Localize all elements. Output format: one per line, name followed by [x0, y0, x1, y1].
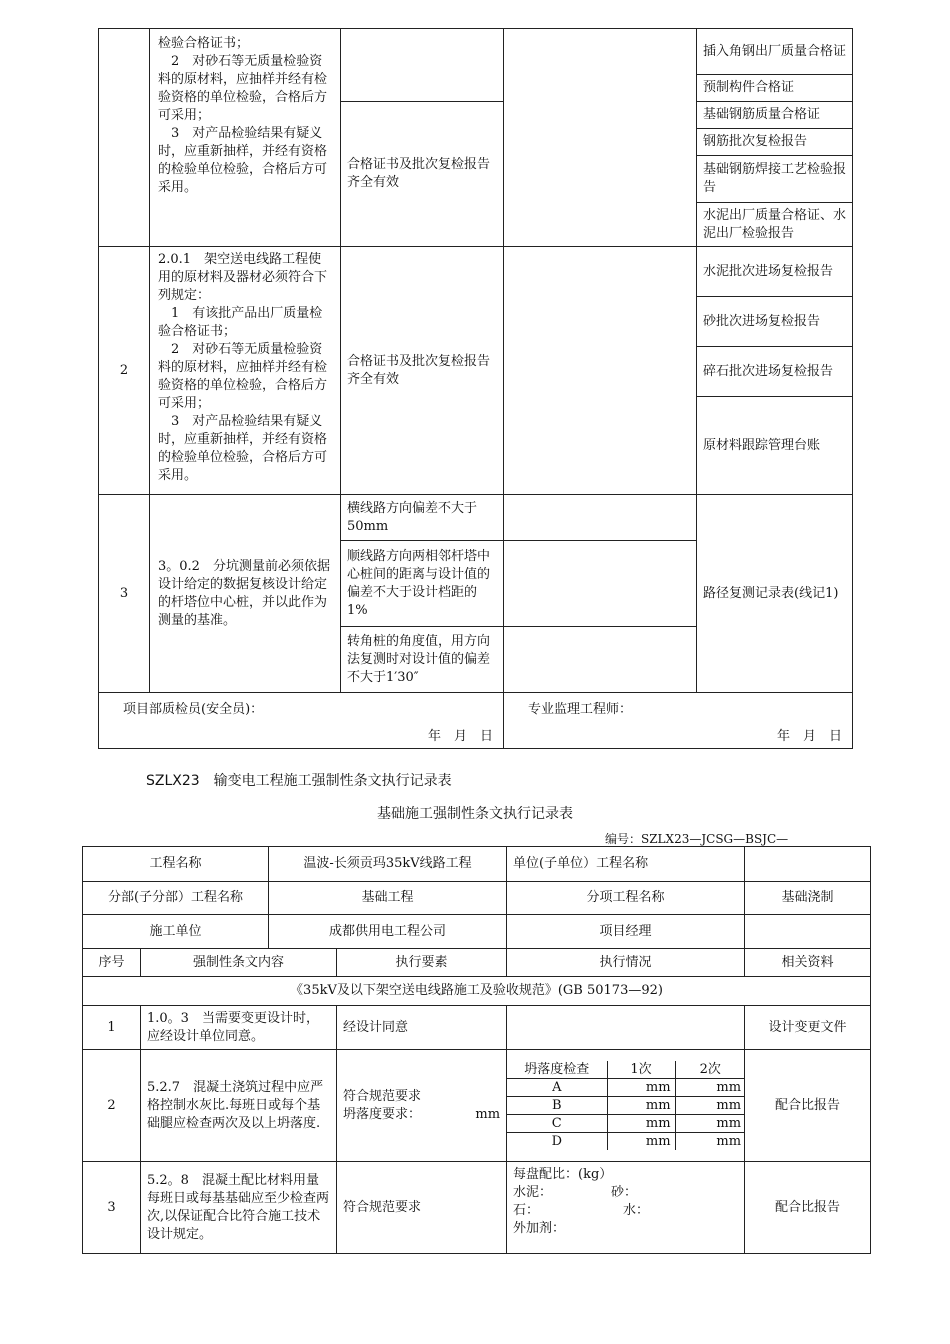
manager-label: 项目经理: [507, 915, 745, 949]
b-row2-slump-label: 坍落度要求：: [343, 1106, 422, 1122]
header-no: 序号: [83, 949, 141, 977]
cont-doc: 预制构件合格证: [697, 75, 853, 102]
row3-doc: 路径复测记录表(线记1): [697, 495, 853, 693]
sign-right-label: 专业监理工程师：: [528, 702, 633, 717]
cont-requirement: 合格证书及批次复检报告齐全有效: [341, 102, 504, 247]
b-row1-status: [507, 1006, 745, 1050]
b-row2-clause: 5.2.7 混凝土浇筑过程中应严格控制水灰比.每班日或每个基础腿应检查两次及以上坍落度.: [141, 1050, 337, 1162]
slump-value: mm: [607, 1115, 675, 1133]
record-series-title: SZLX23 输变电工程施工强制性条文执行记录表: [146, 773, 452, 789]
b-row1-element: 经设计同意: [337, 1006, 507, 1050]
mix-stone: 石：: [513, 1203, 540, 1218]
page-title: 基础施工强制性条文执行记录表: [377, 806, 573, 822]
cont-req-empty: [341, 29, 504, 102]
b-row3-mix: [507, 1162, 745, 1254]
header-docs: 相关资料: [745, 949, 871, 977]
mix-cement: 水泥：: [513, 1185, 553, 1200]
b-row1-no: 1: [83, 1006, 141, 1050]
row2-no: 2: [99, 247, 150, 495]
b-row2-no: 2: [83, 1050, 141, 1162]
document-number: 编号：SZLX23—JCSG—BSJC—: [605, 832, 789, 846]
standard-name: 《35kV及以下架空送电线路施工及验收规范》(GB 50173—92): [83, 977, 871, 1006]
slump-point: A: [507, 1079, 607, 1097]
unit-project-value: [745, 847, 871, 882]
b-row3-clause: 5.2。8 混凝土配比材料用量每班日或每基基础应至少检查两次,以保证配合比符合施工技术设计规定。: [141, 1162, 337, 1254]
row2-doc: 碎石批次进场复检报告: [697, 347, 853, 397]
mix-line-1: [513, 1184, 738, 1202]
top-record-table: [98, 28, 853, 749]
slump-header: 坍落度检查: [507, 1061, 607, 1079]
mix-admixture: 外加剂：: [513, 1221, 566, 1236]
row3-requirement: 横线路方向偏差不大于50mm: [341, 495, 504, 541]
division-label: 分部(子分部）工程名称: [83, 882, 269, 915]
cont-doc: 水泥出厂质量合格证、水泥出厂检验报告: [697, 203, 853, 247]
unit-project-label: 单位(子单位）工程名称: [507, 847, 745, 882]
cont-no-cell: [99, 29, 150, 247]
row2-requirement: 合格证书及批次复检报告齐全有效: [341, 247, 504, 495]
contractor-value: 成都供用电工程公司: [269, 915, 507, 949]
header-element: 执行要素: [337, 949, 507, 977]
row2-clause: 2.0.1 架空送电线路工程使用的原材料及器材必须符合下列规定： 1 有该批产品出厂质量检验合格证书； 2 对砂石等无质量检验资料的原材料，应抽样并经有检验资格的单位检验，合格后方可采用； 3 对产品检验结果有疑义时，应重新抽样，并经有资格的检验单位检验，合格后方可采用。: [150, 247, 341, 495]
b-row1-doc: 设计变更文件: [745, 1006, 871, 1050]
sign-left-label: 项目部质检员(安全员)：: [123, 702, 264, 717]
row3-no: 3: [99, 495, 150, 693]
slump-value: mm: [675, 1115, 745, 1133]
b-row1-clause: 1.0。3 当需要变更设计时，应经设计单位同意。: [141, 1006, 337, 1050]
row2-doc: 原材料跟踪管理台账: [697, 397, 853, 495]
b-row3-element: 符合规范要求: [337, 1162, 507, 1254]
b-row2-element: [337, 1050, 507, 1162]
manager-value: [745, 915, 871, 949]
slump-value: mm: [675, 1079, 745, 1097]
b-row3-doc: 配合比报告: [745, 1162, 871, 1254]
sign-left-cell: [99, 693, 504, 749]
row3-status: [504, 627, 697, 693]
cont-clause-line: 检验合格证书；: [158, 36, 250, 51]
contractor-label: 施工单位: [83, 915, 269, 949]
b-row3-no: 3: [83, 1162, 141, 1254]
cont-status-cell: [504, 29, 697, 247]
row2-status: [504, 247, 697, 495]
project-value: 温波-长须贡玛35kV线路工程: [269, 847, 507, 882]
cont-clause-line: 3 对产品检验结果有疑义时，应重新抽样，并经有资格的检验单位检验，合格后方可采用。: [158, 126, 328, 195]
sign-right-date: 年 月 日: [776, 729, 842, 744]
cont-clause: [150, 29, 341, 247]
b-row2-element-req: 符合规范要求: [343, 1088, 422, 1104]
b-row2-slump-cell: [507, 1050, 745, 1162]
cont-clause-line: 2 对砂石等无质量检验资料的原材料，应抽样并经有检验资格的单位检验，合格后方可采用；: [158, 54, 328, 123]
slump-point: D: [507, 1133, 607, 1151]
row3-requirement: 顺线路方向两相邻杆塔中心桩间的距离与设计值的偏差不大于设计档距的1%: [341, 541, 504, 627]
slump-check-table: [507, 1061, 745, 1150]
slump-value: mm: [607, 1133, 675, 1151]
b-row2-doc: 配合比报告: [745, 1050, 871, 1162]
mix-title: 每盘配比：(kg）: [513, 1167, 613, 1182]
row3-status: [504, 541, 697, 627]
slump-value: mm: [675, 1097, 745, 1115]
mix-line-2: [513, 1202, 738, 1220]
mix-sand: 砂：: [611, 1185, 638, 1200]
subitem-value: 基础浇制: [745, 882, 871, 915]
foundation-record-table: [82, 846, 871, 1254]
sign-left-date: 年 月 日: [427, 729, 493, 744]
cont-doc: 基础钢筋质量合格证: [697, 102, 853, 129]
b-row2-slump-req: [343, 1106, 500, 1124]
slump-value: mm: [607, 1079, 675, 1097]
cont-doc: 插入角钢出厂质量合格证: [697, 29, 853, 75]
row3-status: [504, 495, 697, 541]
slump-value: mm: [675, 1133, 745, 1151]
row2-doc: 水泥批次进场复检报告: [697, 247, 853, 297]
header-clause: 强制性条文内容: [141, 949, 337, 977]
slump-header: 1次: [607, 1061, 675, 1079]
cont-doc: 基础钢筋焊接工艺检验报告: [697, 156, 853, 203]
slump-header: 2次: [675, 1061, 745, 1079]
sign-right-cell: [504, 693, 853, 749]
division-value: 基础工程: [269, 882, 507, 915]
row2-doc: 砂批次进场复检报告: [697, 297, 853, 347]
row3-clause: 3。0.2 分坑测量前必须依据设计给定的数据复核设计给定的杆塔位中心桩，并以此作为测量的基准。: [150, 495, 341, 693]
header-status: 执行情况: [507, 949, 745, 977]
project-label: 工程名称: [83, 847, 269, 882]
row3-requirement: 转角桩的角度值，用方向法复测时对设计值的偏差不大于1′30″: [341, 627, 504, 693]
mix-water: 水：: [623, 1203, 650, 1218]
subitem-label: 分项工程名称: [507, 882, 745, 915]
slump-point: C: [507, 1115, 607, 1133]
slump-point: B: [507, 1097, 607, 1115]
slump-value: mm: [607, 1097, 675, 1115]
cont-doc: 钢筋批次复检报告: [697, 129, 853, 156]
b-row2-slump-unit: mm: [475, 1106, 501, 1122]
